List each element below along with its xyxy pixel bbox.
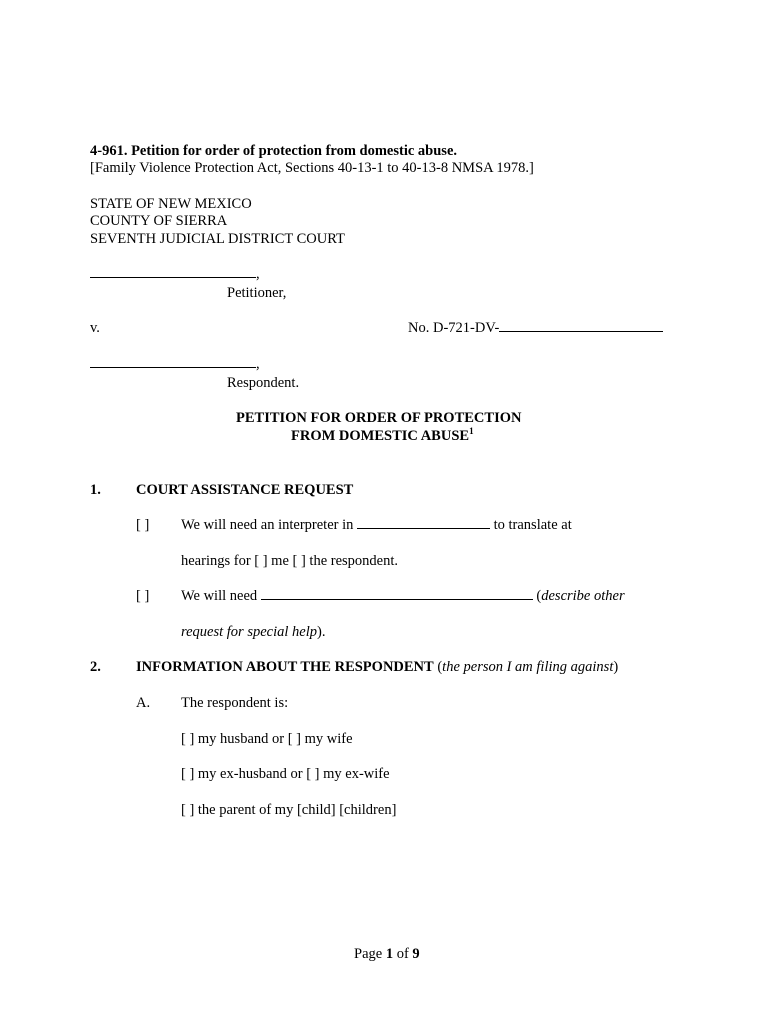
section2-heading-line	[136, 658, 618, 676]
other-help-checkbox[interactable]: [ ]	[136, 588, 150, 604]
respondent-label: Respondent.	[227, 375, 300, 391]
section2-paren-close: )	[613, 659, 619, 675]
page-word: Page	[354, 946, 386, 962]
case-number-field[interactable]	[408, 319, 663, 337]
petitioner-blank[interactable]	[90, 265, 256, 278]
other-help-italic: describe other	[541, 588, 625, 604]
interpreter-checkbox[interactable]: [ ]	[136, 517, 150, 533]
section1-number: 1.	[90, 482, 101, 498]
respondent-blank[interactable]	[90, 355, 256, 368]
other-help-line2	[181, 623, 325, 641]
document-title-text: FROM DOMESTIC ABUSE	[291, 428, 470, 444]
footnote-ref[interactable]: 1	[469, 426, 474, 436]
interpreter-text-b: to translate at	[493, 517, 572, 533]
section2-sub-text: The respondent is:	[181, 695, 289, 711]
respondent-option-parent[interactable]: [ ] the parent of my [child] [children]	[181, 802, 397, 818]
other-help-line	[181, 587, 625, 605]
court-county: COUNTY OF SIERRA	[90, 213, 228, 229]
page-of: of	[393, 946, 413, 962]
section2-heading: INFORMATION ABOUT THE RESPONDENT	[136, 659, 434, 675]
other-help-italic2: request for special help	[181, 624, 317, 640]
petitioner-label: Petitioner,	[227, 285, 287, 301]
versus-label: v.	[90, 320, 100, 336]
interpreter-text-a: We will need an interpreter in	[181, 517, 354, 533]
petitioner-comma: ,	[256, 266, 260, 282]
rule-title: 4-961. Petition for order of protection from domestic abuse.	[90, 143, 458, 159]
section2-paren-open: (	[433, 659, 443, 675]
other-help-end: ).	[316, 624, 326, 640]
respondent-option-ex-spouse[interactable]: [ ] my ex-husband or [ ] my ex-wife	[181, 766, 390, 782]
interpreter-hearings-line: hearings for [ ] me [ ] the respondent.	[181, 553, 399, 569]
other-help-paren: (	[536, 588, 542, 604]
respondent-option-spouse[interactable]: [ ] my husband or [ ] my wife	[181, 731, 353, 747]
respondent-name-field[interactable]	[90, 355, 260, 373]
respondent-comma: ,	[256, 356, 260, 372]
rule-subtitle: [Family Violence Protection Act, Sections 40-13-1 to 40-13-8 NMSA 1978.]	[90, 160, 534, 176]
page-current: 1	[385, 946, 394, 962]
section2-sub-letter: A.	[136, 695, 151, 711]
petitioner-name-field[interactable]	[90, 265, 260, 283]
page-total: 9	[412, 946, 420, 962]
interpreter-request-line	[181, 516, 572, 534]
interpreter-language-blank[interactable]	[357, 516, 490, 529]
section2-heading-italic: the person I am filing against	[442, 659, 614, 675]
case-number-blank[interactable]	[499, 319, 663, 332]
other-help-blank[interactable]	[261, 587, 533, 600]
court-state: STATE OF NEW MEXICO	[90, 196, 252, 212]
case-number-prefix: No. D-721-DV-	[408, 320, 500, 336]
other-help-text-a: We will need	[181, 588, 258, 604]
section1-heading: COURT ASSISTANCE REQUEST	[136, 482, 354, 498]
section2-number: 2.	[90, 659, 101, 675]
page-indicator	[354, 945, 420, 963]
court-district: SEVENTH JUDICIAL DISTRICT COURT	[90, 231, 345, 247]
document-title-line2	[291, 427, 474, 445]
document-title-line1: PETITION FOR ORDER OF PROTECTION	[236, 410, 522, 426]
